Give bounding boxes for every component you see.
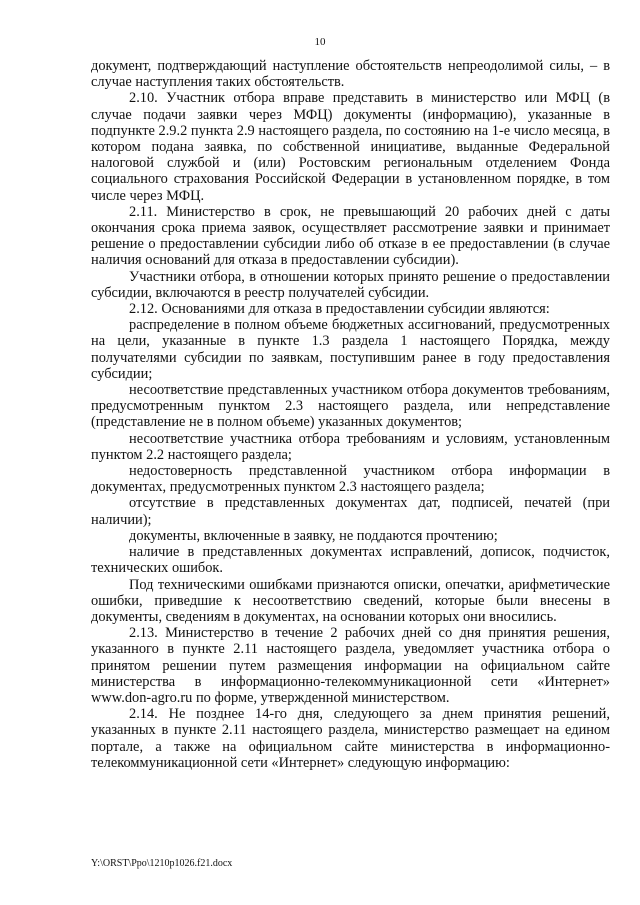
paragraph: недостоверность представленной участником отбора информации в документах, предусмотренных пунктом 2.3 настоящего раздела; [91,463,610,496]
page-number: 10 [314,36,326,48]
paragraph: несоответствие участника отбора требованиям и условиям, установленным пунктом 2.2 настоящего раздела; [91,430,610,463]
paragraph: 2.14. Не позднее 14-го дня, следующего за днем принятия решений, указанных в пункте 2.11 настоящего раздела, министерство размещает на едином портале, а также на официальном сайте министерства в информационно-телекоммуникационной сети «Интернет» следующую информацию: [91,706,610,771]
footer-file-path: Y:\ORST\Ppo\1210p1026.f21.docx [91,858,233,869]
paragraph: отсутствие в представленных документах дат, подписей, печатей (при наличии); [91,495,610,528]
paragraph: 2.10. Участник отбора вправе представить в министерство или МФЦ (в случае подачи заявки через МФЦ) документы (информацию), указанные в подпункте 2.9.2 пункта 2.9 настоящего раздела, по состоянию на 1-е число месяца, в котором подана заявка, по собственной инициативе, выданные Федеральной налоговой службой и (или) Ростовским региональным отделением Фонда социального страхования Российской Федерации в установленном порядке, в том числе через МФЦ. [91,90,610,204]
paragraph: наличие в представленных документах исправлений, дописок, подчисток, технических ошибок. [91,544,610,577]
paragraph: Под техническими ошибками признаются описки, опечатки, арифметические ошибки, приведшие к несоответствию сведений, которые были внесены в документы, сведениям в документах, на основании которых они вносились. [91,576,610,625]
paragraph: документы, включенные в заявку, не поддаются прочтению; [129,527,498,544]
paragraph: 2.11. Министерство в срок, не превышающий 20 рабочих дней с даты окончания срока приема заявок, осуществляет рассмотрение заявки и принимает решение о предоставлении субсидии либо об отказе в ее предоставлении (в случае наличия оснований для отказа в предоставлении субсидии). [91,203,610,269]
paragraph: документ, подтверждающий наступление обстоятельств непреодолимой силы, – в случае наступления таких обстоятельств. [91,58,610,91]
paragraph: распределение в полном объеме бюджетных ассигнований, предусмотренных на цели, указанные в пункте 1.3 раздела 1 настоящего Порядка, между получателями субсидии по заявкам, поступившим ранее в году предоставления субсидии; [91,317,610,382]
paragraph: несоответствие представленных участником отбора документов требованиям, предусмотренным пунктом 2.3 настоящего раздела, или непредставление (представление не в полном объеме) указанных документов; [91,382,610,431]
paragraph: 2.12. Основаниями для отказа в предоставлении субсидии являются: [129,301,550,318]
paragraph: 2.13. Министерство в течение 2 рабочих дней со дня принятия решения, указанного в пункте 2.11 настоящего раздела, уведомляет участника отбора о принятом решении путем размещения информации на официальном сайте министерства в информационно-телекоммуникационной сети «Интернет» www.don-agro.ru по форме, утвержденной министерством. [91,625,610,706]
document-body [91,58,610,771]
paragraph: Участники отбора, в отношении которых принято решение о предоставлении субсидии, включаются в реестр получателей субсидии. [91,268,610,301]
